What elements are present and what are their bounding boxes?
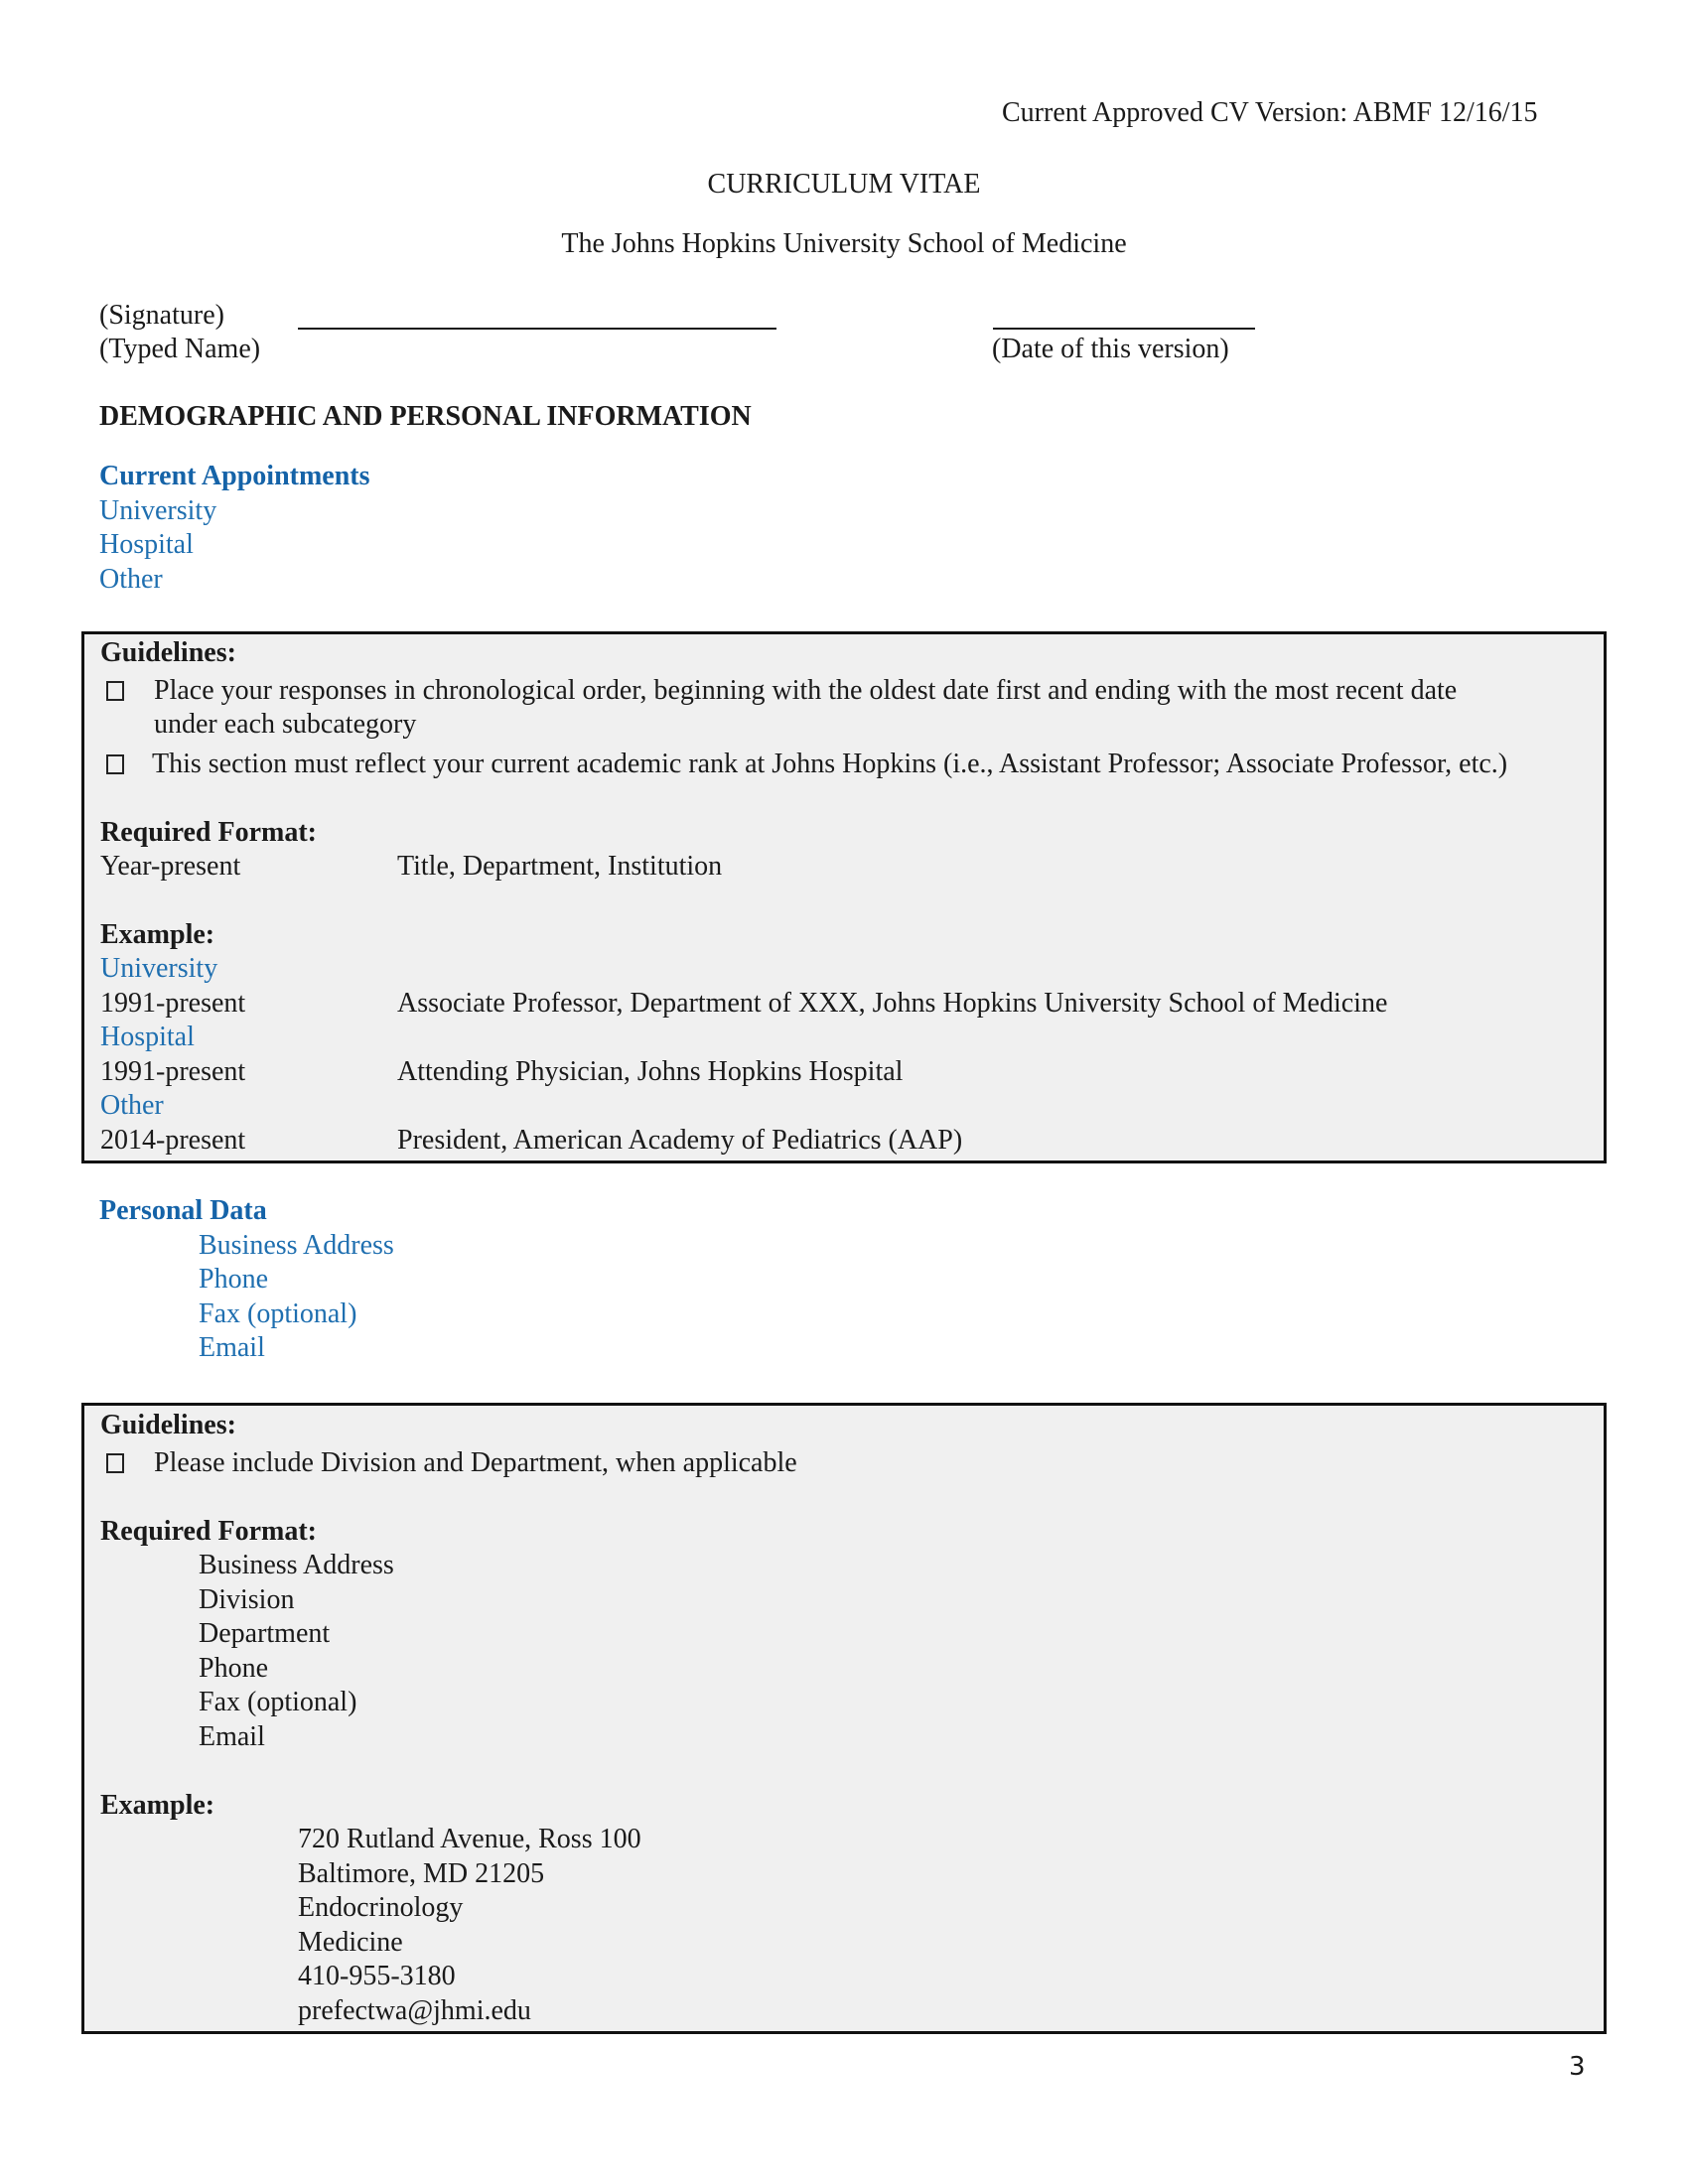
personal-data-email: Email bbox=[199, 1332, 265, 1363]
example-label: Example: bbox=[100, 1790, 215, 1821]
checkbox-icon bbox=[106, 1446, 124, 1480]
personal-data-phone: Phone bbox=[199, 1264, 268, 1295]
example-text: President, American Academy of Pediatrics (AAP) bbox=[397, 1125, 963, 1156]
document-title: CURRICULUM VITAE bbox=[707, 169, 981, 200]
example-category: Hospital bbox=[100, 1022, 195, 1052]
example-city-line: Baltimore, MD 21205 bbox=[298, 1858, 545, 1889]
required-format-label: Required Format: bbox=[100, 1516, 317, 1547]
checkbox-icon bbox=[106, 748, 124, 781]
example-email: prefectwa@jhmi.edu bbox=[298, 1995, 531, 2026]
guidelines-label: Guidelines: bbox=[100, 637, 236, 668]
guideline-item: Place your responses in chronological order, beginning with the oldest date first and ending with the most recent date bbox=[154, 675, 1458, 706]
personal-data-business-address: Business Address bbox=[199, 1230, 394, 1261]
guideline-item-continued: under each subcategory bbox=[154, 709, 417, 740]
example-division: Endocrinology bbox=[298, 1892, 464, 1923]
format-field: Email bbox=[199, 1721, 265, 1752]
example-category: University bbox=[100, 953, 218, 984]
required-format-label: Required Format: bbox=[100, 817, 317, 848]
personal-data-fax: Fax (optional) bbox=[199, 1298, 357, 1329]
example-year: 1991-present bbox=[100, 988, 246, 1019]
signature-line[interactable] bbox=[298, 328, 776, 330]
example-year: 1991-present bbox=[100, 1056, 246, 1087]
typed-name-label: (Typed Name) bbox=[99, 334, 261, 364]
example-category: Other bbox=[100, 1090, 164, 1121]
format-field: Phone bbox=[199, 1653, 268, 1684]
personal-guidelines-box bbox=[81, 1403, 1607, 2034]
personal-data-heading: Personal Data bbox=[99, 1195, 267, 1226]
format-field: Department bbox=[199, 1618, 331, 1649]
example-text: Associate Professor, Department of XXX, Johns Hopkins University School of Medicine bbox=[397, 988, 1388, 1019]
example-year: 2014-present bbox=[100, 1125, 246, 1156]
appointment-category-university: University bbox=[99, 495, 217, 526]
format-year: Year-present bbox=[100, 851, 241, 882]
section-title: DEMOGRAPHIC AND PERSONAL INFORMATION bbox=[99, 401, 752, 432]
checkbox-icon bbox=[106, 674, 124, 708]
example-phone: 410-955-3180 bbox=[298, 1961, 456, 1991]
format-field: Division bbox=[199, 1584, 295, 1615]
example-text: Attending Physician, Johns Hopkins Hospital bbox=[397, 1056, 904, 1087]
example-label: Example: bbox=[100, 919, 215, 950]
guideline-item: This section must reflect your current academic rank at Johns Hopkins (i.e., Assistant Professor; Associate Professor, etc.) bbox=[152, 749, 1508, 779]
signature-label: (Signature) bbox=[99, 300, 224, 331]
appointment-category-hospital: Hospital bbox=[99, 529, 194, 560]
format-description: Title, Department, Institution bbox=[397, 851, 723, 882]
date-line[interactable] bbox=[993, 328, 1255, 330]
guideline-item: Please include Division and Department, when applicable bbox=[154, 1447, 797, 1478]
cv-version-note: Current Approved CV Version: ABMF 12/16/15 bbox=[1002, 97, 1538, 128]
date-of-version-label: (Date of this version) bbox=[992, 334, 1229, 364]
appointment-category-other: Other bbox=[99, 564, 163, 595]
current-appointments-heading: Current Appointments bbox=[99, 461, 370, 491]
format-field: Fax (optional) bbox=[199, 1687, 357, 1717]
example-department: Medicine bbox=[298, 1927, 403, 1958]
institution-name: The Johns Hopkins University School of Medicine bbox=[561, 228, 1127, 259]
guidelines-label: Guidelines: bbox=[100, 1410, 236, 1440]
example-address-line: 720 Rutland Avenue, Ross 100 bbox=[298, 1824, 641, 1854]
format-field: Business Address bbox=[199, 1550, 394, 1580]
page-number: 3 bbox=[1569, 2052, 1586, 2082]
appointments-guidelines-box bbox=[81, 631, 1607, 1163]
